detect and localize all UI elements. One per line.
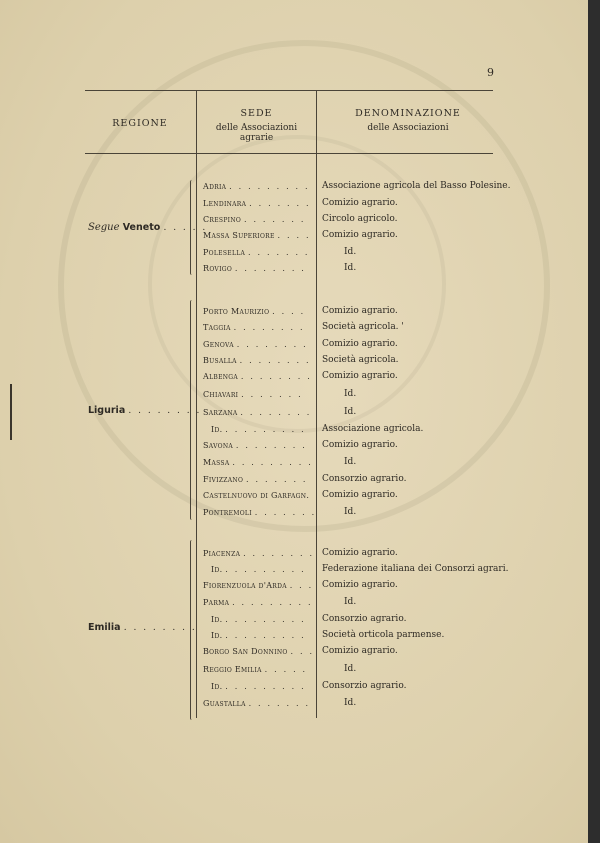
sede-cell: Fivizzano . . . . . . .: [203, 475, 308, 484]
column-divider-right: [316, 90, 317, 718]
sede-cell: Guastalla . . . . . . .: [203, 699, 311, 708]
denom-cell: Comizio agrario.: [322, 339, 398, 349]
sede-cell: Id. . . . . . . . . .: [211, 631, 306, 640]
sede-cell: Id. . . . . . . . . .: [211, 615, 306, 624]
sede-cell: Crespino . . . . . . .: [203, 215, 306, 224]
sede-cell: Rovigo . . . . . . . .: [203, 264, 307, 273]
denom-cell: Circolo agricolo.: [322, 214, 398, 224]
denom-cell: Id.: [344, 597, 357, 607]
sede-cell: Lendinara . . . . . . .: [203, 199, 311, 208]
sede-cell: Id. . . . . . . . . .: [211, 425, 306, 434]
denom-cell: Comizio agrario.: [322, 548, 398, 558]
sede-cell: Porto Maurizio . . . .: [203, 307, 306, 316]
region-emilia: Emilia . . . . . . . .: [88, 622, 197, 633]
table-top-rule: [85, 90, 493, 91]
sede-cell: Chiavari . . . . . . .: [203, 390, 303, 399]
scan-dark-edge: [588, 0, 600, 843]
denom-cell: Comizio agrario.: [322, 490, 398, 500]
header-regione: REGIONE: [112, 118, 168, 129]
denom-cell: Comizio agrario.: [322, 306, 398, 316]
header-bottom-rule: [85, 153, 493, 154]
denom-cell: Comizio agrario.: [322, 440, 398, 450]
denom-cell: Comizio agrario.: [322, 371, 398, 381]
sede-cell: Massa . . . . . . . . .: [203, 458, 313, 467]
denom-cell: Comizio agrario.: [322, 198, 398, 208]
denom-cell: Comizio agrario.: [322, 230, 398, 240]
denom-cell: Consorzio agrario.: [322, 681, 407, 691]
sede-cell: Reggio Emilia . . . . .: [203, 665, 308, 674]
denom-cell: Federazione italiana dei Consorzi agrari.: [322, 564, 509, 574]
denom-cell: Associazione agricola.: [322, 424, 424, 434]
denom-cell: Società orticola parmense.: [322, 630, 445, 640]
sede-cell: Id. . . . . . . . . .: [211, 565, 306, 574]
denom-cell: Id.: [344, 698, 357, 708]
denom-cell: Società agricola.: [322, 355, 399, 365]
denom-cell: Società agricola. ': [322, 322, 404, 332]
sede-cell: Fiorenzuola d'Arda . . .: [203, 581, 314, 590]
denom-cell: Id.: [344, 457, 357, 467]
sede-cell: Castelnuovo di Garfagn.: [203, 491, 310, 500]
sede-cell: Id. . . . . . . . . .: [211, 682, 306, 691]
sede-cell: Borgo San Donnino . . .: [203, 647, 315, 656]
denom-cell: Id.: [344, 247, 357, 257]
header-sede: SEDE delle Associazioni agrarie: [215, 108, 298, 143]
sede-cell: Parma . . . . . . . . .: [203, 598, 313, 607]
denom-cell: Id.: [344, 407, 357, 417]
sede-cell: Taggia . . . . . . . .: [203, 323, 305, 332]
sede-cell: Albenga . . . . . . . .: [203, 372, 313, 381]
brace-emilia: [190, 540, 194, 720]
header-denominazione: DENOMINAZIONE delle Associazioni: [355, 108, 461, 133]
brace-veneto: [190, 180, 194, 275]
sede-cell: Genova . . . . . . . .: [203, 340, 308, 349]
denom-cell: Id.: [344, 664, 357, 674]
region-veneto: Segue Veneto . . . . .: [88, 222, 208, 233]
denom-cell: Id.: [344, 263, 357, 273]
brace-liguria: [190, 300, 194, 520]
denom-cell: Consorzio agrario.: [322, 474, 407, 484]
sede-cell: Piacenza . . . . . . . .: [203, 549, 315, 558]
sede-cell: Adria . . . . . . . . .: [203, 182, 310, 191]
denom-cell: Associazione agricola del Basso Polesine.: [322, 181, 511, 191]
margin-mark: [10, 384, 12, 440]
sede-cell: Massa Superiore . . . .: [203, 231, 311, 240]
sede-cell: Polesella . . . . . . .: [203, 248, 310, 257]
sede-cell: Savona . . . . . . . .: [203, 441, 308, 450]
denom-cell: Id.: [344, 507, 357, 517]
sede-cell: Busalla . . . . . . . .: [203, 356, 311, 365]
denom-cell: Comizio agrario.: [322, 646, 398, 656]
region-liguria: Liguria . . . . . . . .: [88, 405, 202, 416]
page-number: 9: [487, 66, 494, 79]
denom-cell: Comizio agrario.: [322, 580, 398, 590]
denom-cell: Consorzio agrario.: [322, 614, 407, 624]
denom-cell: Id.: [344, 389, 357, 399]
sede-cell: Pontremoli . . . . . . .: [203, 508, 317, 517]
sede-cell: Sarzana . . . . . . . .: [203, 408, 312, 417]
